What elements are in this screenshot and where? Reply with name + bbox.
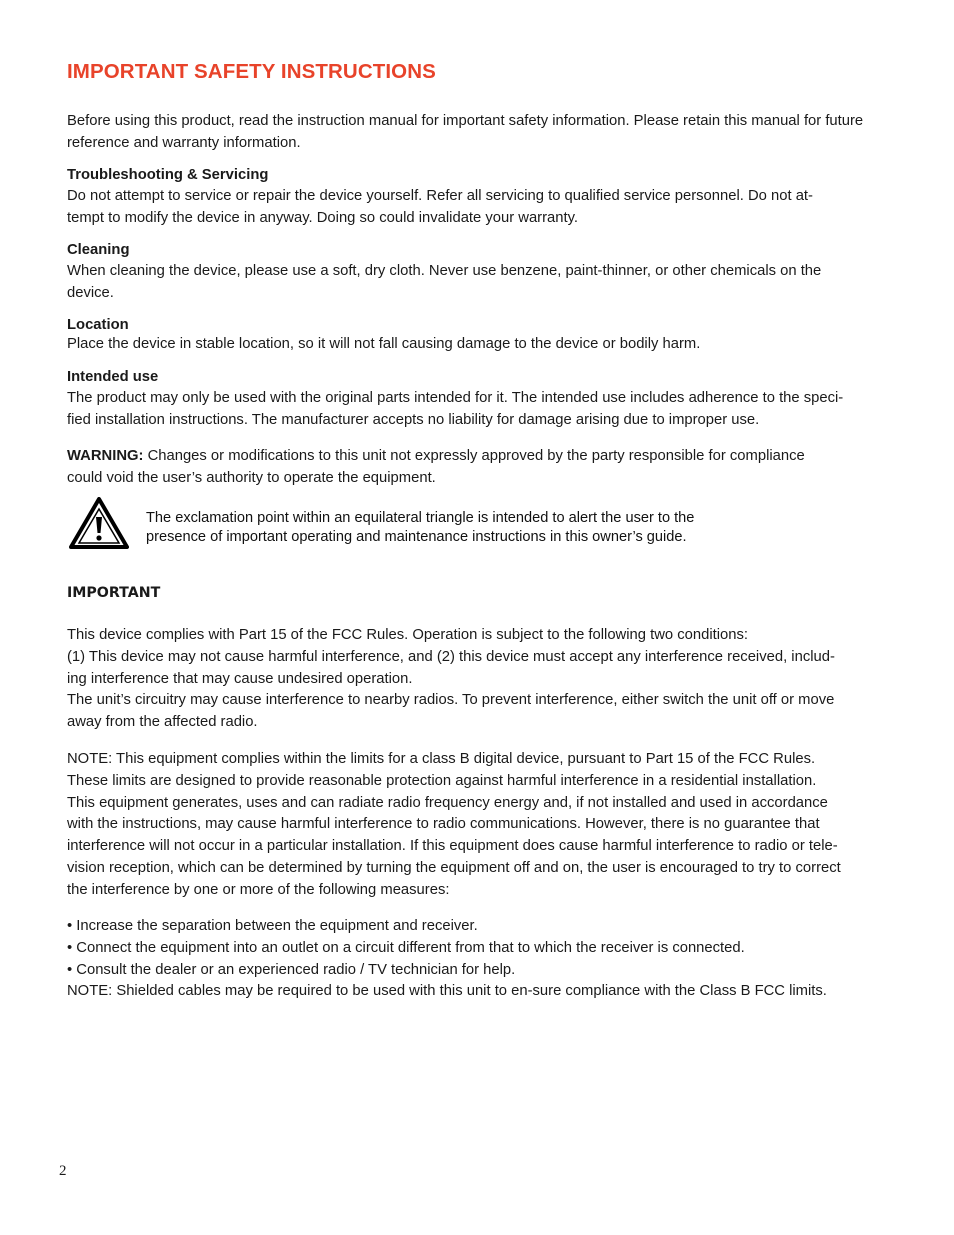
section-line: Do not attempt to service or repair the device yourself. Refer all servicing to qualified service personnel. Do not at- <box>67 188 813 204</box>
note-line: with the instructions, may cause harmful interference to radio communications. However, there is no guarantee that <box>67 816 820 833</box>
alert-line: The exclamation point within an equilateral triangle is intended to alert the user to the <box>146 510 695 526</box>
fcc-line: The unit’s circuitry may cause interference to nearby radios. To prevent interference, either switch the unit off or move <box>67 692 835 709</box>
section-line: The product may only be used with the original parts intended for it. The intended use includes adherence to the speci- <box>67 390 844 406</box>
alert-notice <box>67 497 889 549</box>
warning-label: WARNING: <box>67 448 144 464</box>
section-line: When cleaning the device, please use a soft, dry cloth. Never use benzene, paint-thinner, or other chemicals on the <box>67 263 822 279</box>
list-item: • Connect the equipment into an outlet on a circuit different from that to which the receiver is connected. <box>67 939 745 956</box>
section-location <box>67 316 889 354</box>
warning-text: Changes or modifications to this unit not expressly approved by the party responsible for compliance <box>147 448 805 464</box>
note-line: vision reception, which can be determined by turning the equipment off and on, the user is encouraged to try to correct <box>67 859 841 876</box>
shielded-cables-note: NOTE: Shielded cables may be required to be used with this unit to en-sure compliance with the Class B FCC limits. <box>67 983 827 1000</box>
note-line: This equipment generates, uses and can radiate radio frequency energy and, if not installed and used in accordance <box>67 794 828 811</box>
section-intended-use <box>67 367 889 432</box>
section-heading: Intended use <box>67 369 159 385</box>
alert-text <box>146 509 786 546</box>
section-line: device. <box>67 284 114 301</box>
intro-paragraph <box>67 111 889 155</box>
fcc-line: away from the affected radio. <box>67 714 258 731</box>
alert-line: presence of important operating and maintenance instructions in this owner’s guide. <box>146 528 687 545</box>
fcc-line: ing interference that may cause undesired operation. <box>67 670 413 687</box>
section-troubleshooting <box>67 165 889 230</box>
fcc-line: (1) This device may not cause harmful interference, and (2) this device must accept any interference received, includ- <box>67 648 835 665</box>
intro-text: Before using this product, read the instruction manual for important safety information. Please retain this manual for future reference and warranty information. <box>67 113 864 151</box>
note-line: NOTE: This equipment complies within the limits for a class B digital device, pursuant to Part 15 of the FCC Rules. <box>67 751 816 767</box>
section-line: tempt to modify the device in anyway. Doing so could invalidate your warranty. <box>67 209 579 226</box>
warning-triangle-icon <box>69 497 129 549</box>
warning-paragraph <box>67 446 889 490</box>
section-cleaning <box>67 240 889 305</box>
warning-line: could void the user’s authority to operate the equipment. <box>67 469 436 486</box>
warning-line <box>67 446 889 468</box>
measures-list <box>67 916 889 1003</box>
note-line: interference will not occur in a particular installation. If this equipment does cause harmful interference to radio or tele- <box>67 838 838 855</box>
important-heading: IMPORTANT <box>67 585 161 601</box>
list-item: • Increase the separation between the equipment and receiver. <box>67 918 478 934</box>
section-heading: Cleaning <box>67 242 130 258</box>
list-item: • Consult the dealer or an experienced radio / TV technician for help. <box>67 961 516 978</box>
section-line: Place the device in stable location, so it will not fall causing damage to the device or bodily harm. <box>67 336 701 352</box>
section-heading: Location <box>67 317 129 333</box>
fcc-paragraph <box>67 625 889 734</box>
section-line: fied installation instructions. The manufacturer accepts no liability for damage arising due to improper use. <box>67 411 760 428</box>
note-line: These limits are designed to provide reasonable protection against harmful interference in a residential installation. <box>67 772 817 789</box>
note-paragraph <box>67 749 889 902</box>
fcc-line: This device complies with Part 15 of the FCC Rules. Operation is subject to the following two conditions: <box>67 627 748 643</box>
section-heading: Troubleshooting & Servicing <box>67 167 269 183</box>
page-number: 2 <box>59 1163 67 1179</box>
page-title: IMPORTANT SAFETY INSTRUCTIONS <box>67 60 436 83</box>
note-line: the interference by one or more of the following measures: <box>67 881 450 898</box>
